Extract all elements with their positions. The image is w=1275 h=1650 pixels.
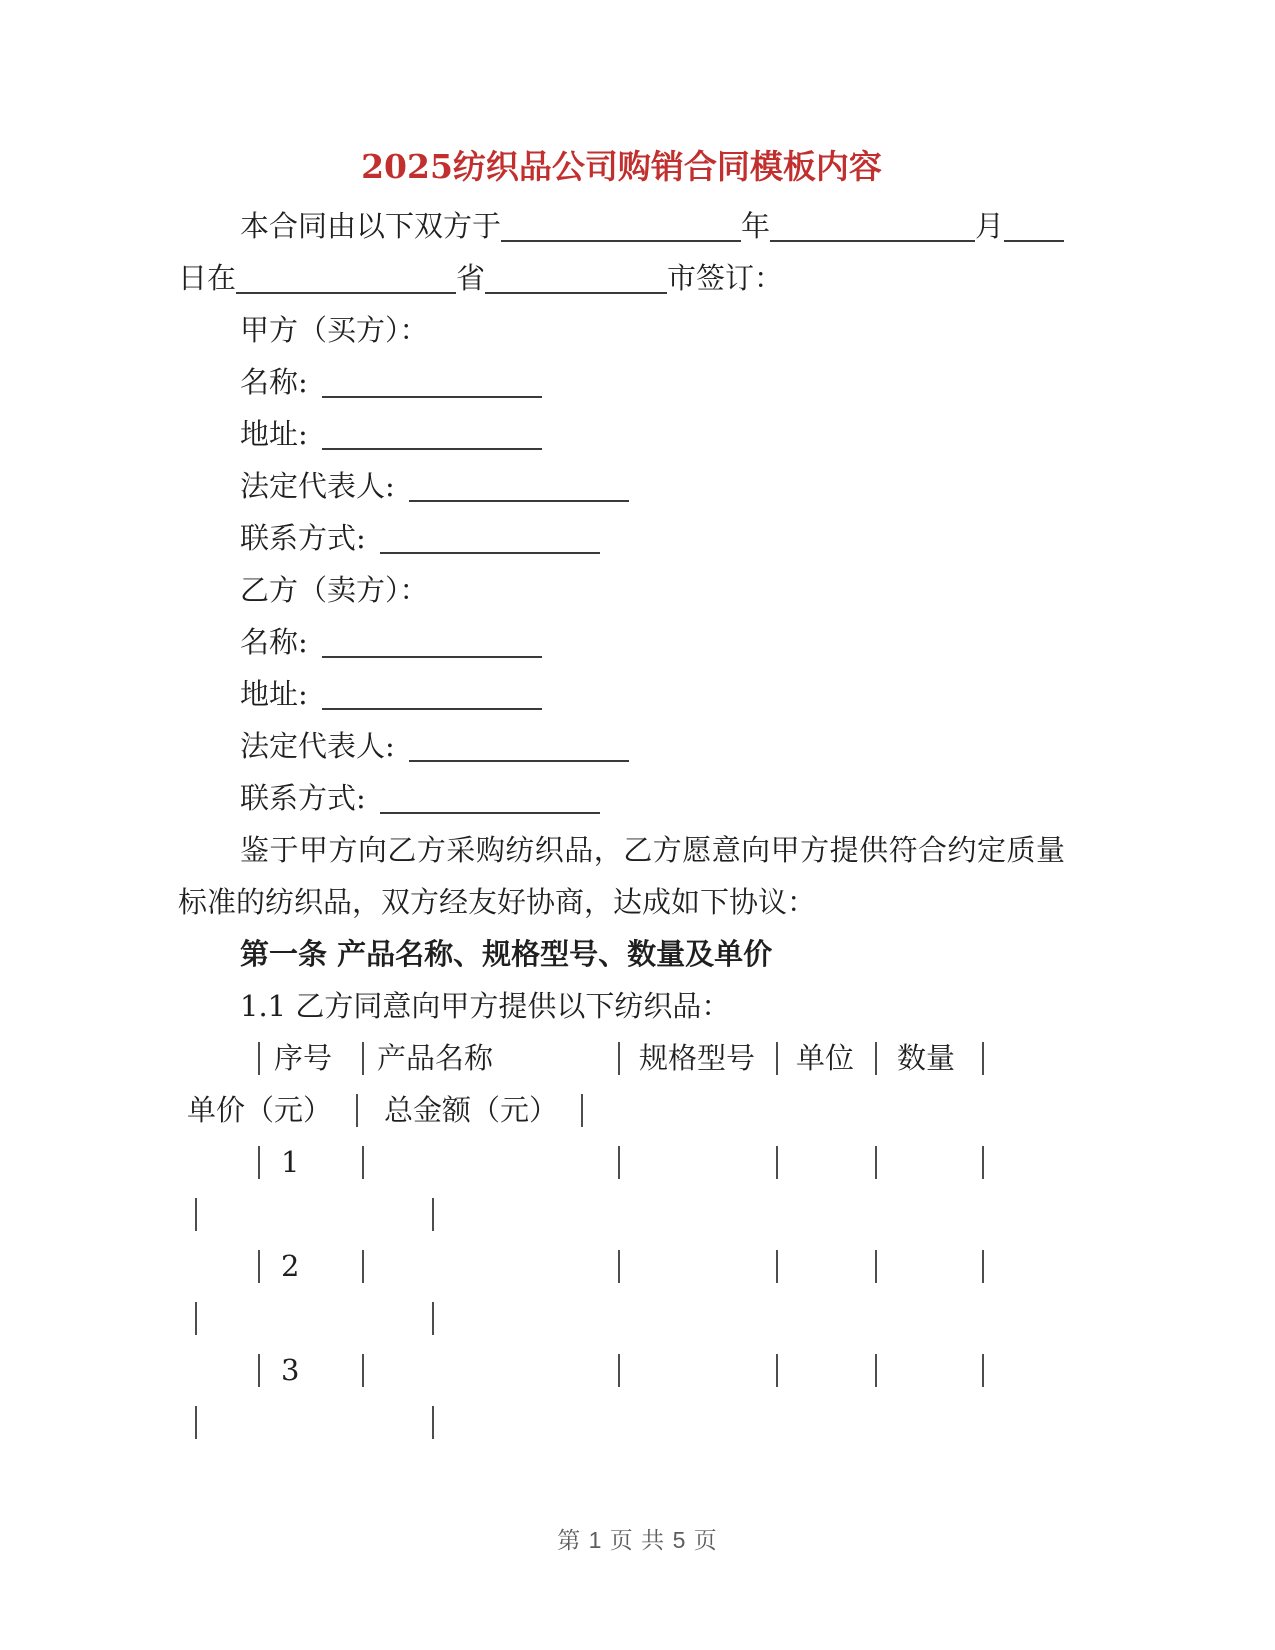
table-row-2-line-a: [178, 1240, 1065, 1292]
blank-province-field: [236, 286, 456, 294]
table-header-total: 总金额（元）: [384, 1093, 559, 1127]
blank-party-b-name: [322, 650, 542, 658]
party-a-heading: 甲方（买方）：: [240, 313, 429, 347]
recital-line-2: 标准的纺织品，双方经友好协商，达成如下协议：: [178, 885, 817, 919]
date-line-text-1: 本合同由以下双方于: [240, 209, 502, 243]
table-pipe: [258, 1354, 260, 1387]
table-pipe: [982, 1354, 984, 1387]
place-line-text-sign: 市签订：: [667, 261, 784, 295]
clause-1-1: 1.1 乙方同意向甲方提供以下纺织品：: [240, 989, 731, 1023]
field-label: 联系方式:: [240, 521, 366, 555]
blank-party-b-contact: [380, 806, 600, 814]
table-pipe: [195, 1302, 197, 1335]
blank-party-b-address: [322, 702, 542, 710]
blank-month-field: [770, 234, 975, 242]
contract-date-line: [178, 200, 1065, 252]
contract-place-line: [178, 252, 1065, 304]
table-pipe: [982, 1146, 984, 1179]
recital-line-1: 鉴于甲方向乙方采购纺织品，乙方愿意向甲方提供符合约定质量: [240, 833, 1065, 867]
party-b-representative-line: [178, 720, 1065, 772]
table-header-product-name: 产品名称: [377, 1041, 494, 1075]
table-pipe: [875, 1146, 877, 1179]
field-label: 地址:: [240, 417, 308, 451]
page-number-footer: 第 1 页 共 5 页: [557, 1527, 718, 1553]
place-line-text-province: 省: [456, 261, 486, 295]
table-pipe: [362, 1042, 364, 1075]
table-pipe: [776, 1354, 778, 1387]
table-pipe: [258, 1042, 260, 1075]
party-b-address-line: [178, 668, 1065, 720]
table-pipe: [258, 1250, 260, 1283]
table-header-unit: 单位: [796, 1041, 855, 1075]
party-b-name-line: [178, 616, 1065, 668]
table-pipe: [362, 1146, 364, 1179]
table-row-3-line-a: [178, 1344, 1065, 1396]
document-body: [178, 0, 1065, 1448]
table-pipe: [982, 1250, 984, 1283]
table-pipe: [432, 1198, 434, 1231]
table-pipe: [362, 1250, 364, 1283]
blank-day-field: [1004, 234, 1064, 242]
table-row-3-line-b: [178, 1396, 1065, 1448]
table-row-number: 2: [281, 1249, 300, 1283]
field-label: 地址:: [240, 677, 308, 711]
table-pipe: [362, 1354, 364, 1387]
blank-party-a-name: [322, 390, 542, 398]
field-label: 名称:: [240, 365, 308, 399]
article-1-heading: 第一条 产品名称、规格型号、数量及单价: [240, 937, 773, 971]
table-pipe: [776, 1042, 778, 1075]
table-header-line-1: [178, 1032, 1065, 1084]
party-a-representative-line: [178, 460, 1065, 512]
table-header-seq: 序号: [274, 1041, 333, 1075]
table-pipe: [875, 1042, 877, 1075]
table-pipe: [618, 1042, 620, 1075]
table-header-spec: 规格型号: [639, 1041, 756, 1075]
table-pipe: [776, 1146, 778, 1179]
field-label: 法定代表人:: [240, 469, 395, 503]
field-label: 名称:: [240, 625, 308, 659]
table-pipe: [618, 1250, 620, 1283]
table-pipe: [618, 1146, 620, 1179]
page-title: 2025纺织品公司购销合同模板内容: [361, 147, 882, 186]
place-line-text-1: 日在: [178, 261, 237, 295]
party-b-heading: 乙方（卖方）：: [240, 573, 429, 607]
party-a-address-line: [178, 408, 1065, 460]
table-pipe: [195, 1406, 197, 1439]
table-row-1-line-a: [178, 1136, 1065, 1188]
table-pipe: [875, 1354, 877, 1387]
table-header-line-2: [178, 1084, 1065, 1136]
blank-party-a-contact: [380, 546, 600, 554]
table-pipe: [195, 1198, 197, 1231]
blank-party-a-representative: [409, 494, 629, 502]
date-line-text-month: 月: [975, 209, 1005, 243]
table-pipe: [258, 1146, 260, 1179]
table-header-quantity: 数量: [897, 1041, 956, 1075]
table-header-unit-price: 单价（元）: [187, 1093, 333, 1127]
table-row-2-line-b: [178, 1292, 1065, 1344]
blank-city-field: [485, 286, 667, 294]
table-pipe: [356, 1094, 358, 1127]
blank-year-field: [501, 234, 741, 242]
table-pipe: [776, 1250, 778, 1283]
table-pipe: [581, 1094, 583, 1127]
table-pipe: [432, 1406, 434, 1439]
table-pipe: [432, 1302, 434, 1335]
table-row-1-line-b: [178, 1188, 1065, 1240]
blank-party-b-representative: [409, 754, 629, 762]
party-a-contact-line: [178, 512, 1065, 564]
table-pipe: [982, 1042, 984, 1075]
field-label: 法定代表人:: [240, 729, 395, 763]
date-line-text-year: 年: [741, 209, 771, 243]
table-pipe: [875, 1250, 877, 1283]
table-row-number: 1: [281, 1145, 300, 1179]
table-pipe: [618, 1354, 620, 1387]
blank-party-a-address: [322, 442, 542, 450]
party-b-contact-line: [178, 772, 1065, 824]
field-label: 联系方式:: [240, 781, 366, 815]
table-row-number: 3: [281, 1353, 300, 1387]
party-a-name-line: [178, 356, 1065, 408]
